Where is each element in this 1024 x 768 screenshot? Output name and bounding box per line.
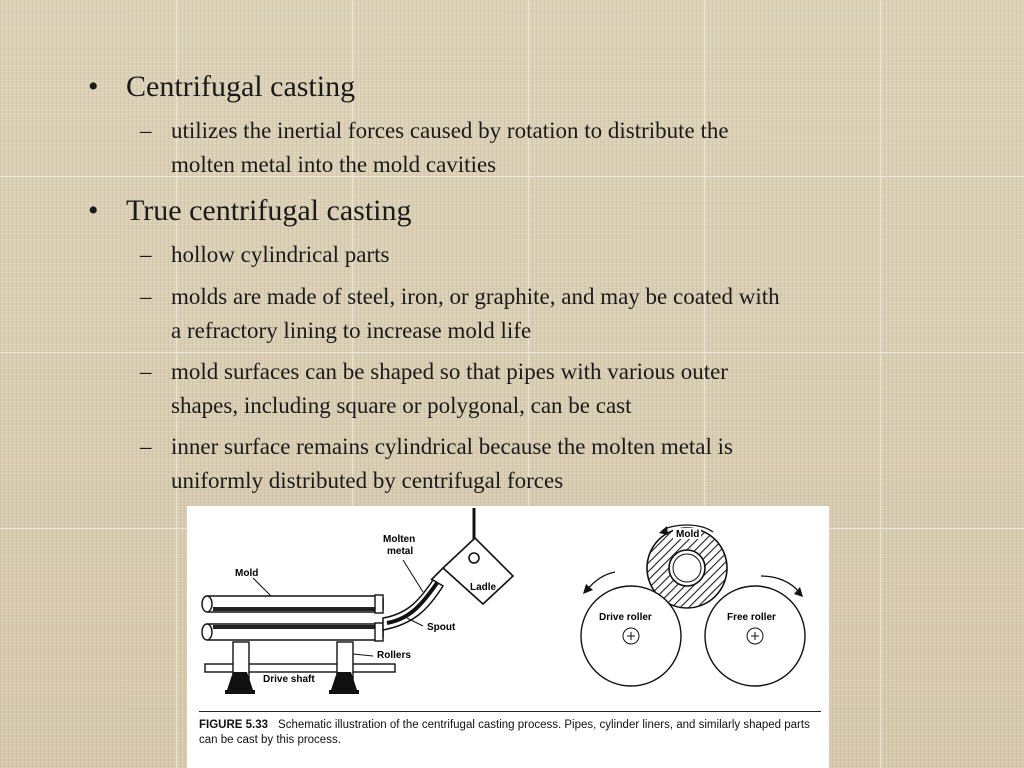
bullet-glyph: • [88,194,99,227]
label-free-roller: Free roller [727,612,776,623]
label-drive-shaft: Drive shaft [263,674,315,685]
dash-glyph: – [140,434,152,459]
mold-tube [202,595,383,641]
label-drive-roller: Drive roller [599,612,652,623]
label-ladle: Ladle [470,582,497,593]
caption-rule [199,711,821,712]
free-roller [705,586,805,686]
sub-bullet-line: inner surface remains cylindrical because the molten metal is [171,434,733,459]
dash-glyph: – [140,284,152,309]
label-mold-circle: Mold [676,529,700,540]
rotation-arrow-icon [587,572,615,590]
bullet-text: Centrifugal casting [126,70,356,103]
arrow-head-icon [659,526,668,535]
label-mold: Mold [235,568,259,579]
sub-bullet-line: molds are made of steel, iron, or graphite, and may be coated with [171,284,780,309]
dash-glyph: – [140,359,152,384]
caption-number: FIGURE 5.33 [199,719,269,731]
label-rollers: Rollers [377,650,411,661]
sub-bullet-line: uniformly distributed by centrifugal forces [171,468,564,493]
label-spout: Spout [427,622,456,633]
drive-roller [581,586,681,686]
sub-bullet-line: utilizes the inertial forces caused by rotation to distribute the [171,118,729,143]
bullet-glyph: • [88,70,99,103]
centrifugal-casting-figure [187,506,829,768]
drive-shaft-assembly [205,642,395,694]
label-molten: Molten [383,534,416,545]
label-metal: metal [387,546,414,557]
dash-glyph: – [140,242,152,267]
bullet-text: True centrifugal casting [126,194,412,227]
dash-glyph: – [140,118,152,143]
sub-bullet-line: molten metal into the mold cavities [171,152,497,177]
figure-caption [199,718,823,748]
sub-bullet-line: a refractory lining to increase mold life [171,318,532,343]
sub-bullet-line: shapes, including square or polygonal, can be cast [171,393,632,418]
fabric-seam [0,352,1024,353]
sub-bullet-line: mold surfaces can be shaped so that pipes with various outer [171,359,728,384]
caption-text: Schematic illustration of the centrifugal casting process. Pipes, cylinder liners, and similarly shaped parts can be cast by this process. [199,719,810,746]
sub-bullet-line: hollow cylindrical parts [171,242,390,267]
